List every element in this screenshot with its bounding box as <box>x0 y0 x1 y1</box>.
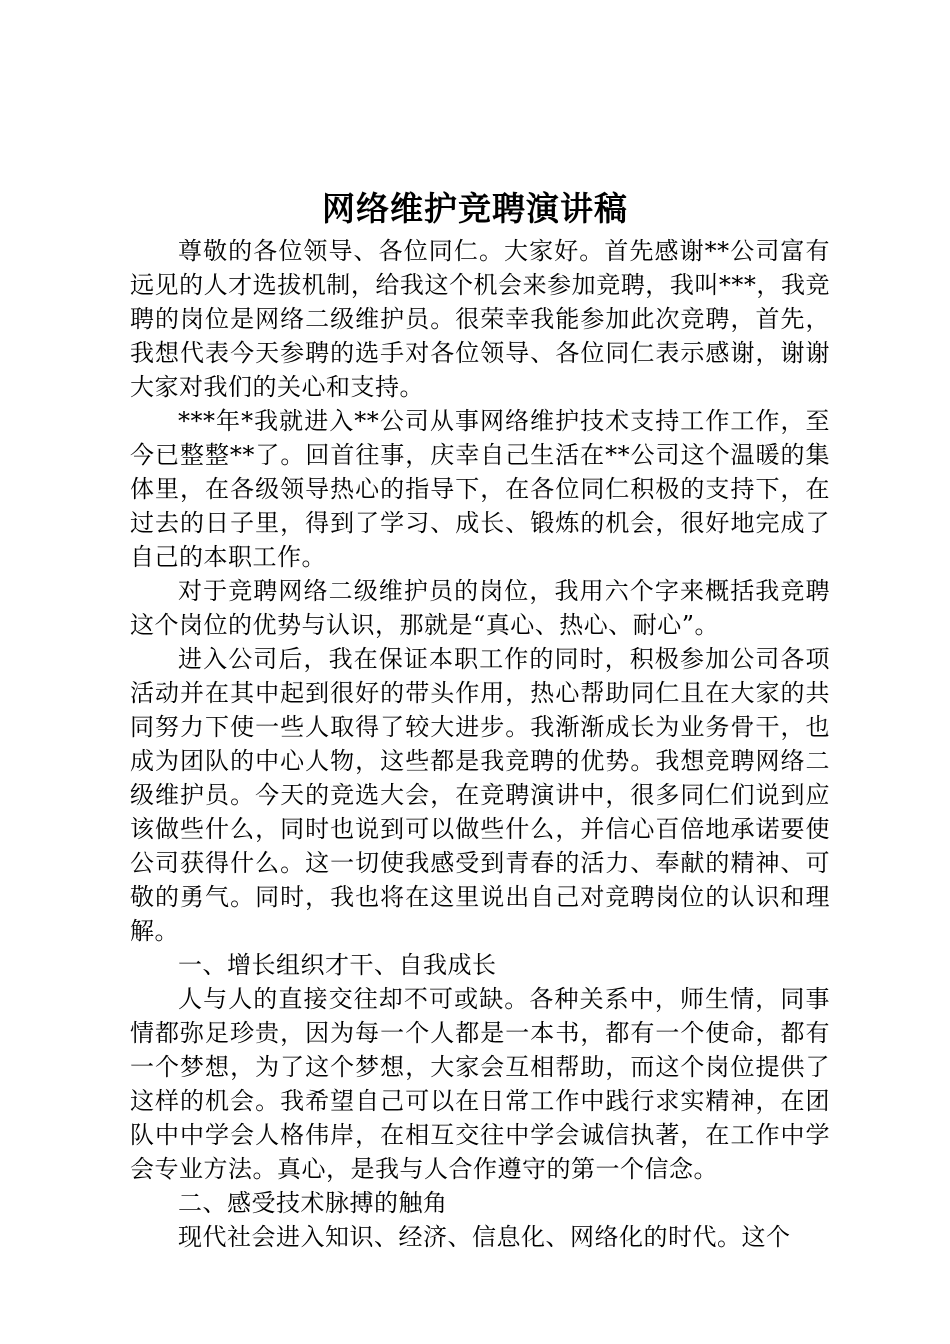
paragraph-greeting: 尊敬的各位领导、各位同仁。大家好。首先感谢**公司富有远见的人才选拔机制，给我这个机会来参加竞聘，我叫***，我竞聘的岗位是网络二级维护员。很荣幸我能参加此次竞聘，首先，我想代表今天参聘的选手对各位领导、各位同仁表示感谢，谢谢大家对我们的关心和支持。 <box>130 237 830 401</box>
section-heading-2: 二、感受技术脉搏的触角 <box>178 1189 448 1217</box>
section-paragraph-2: 现代社会进入知识、经济、信息化、网络化的时代。这个 <box>178 1223 791 1251</box>
document-body <box>130 234 830 1254</box>
document-title: 网络维护竞聘演讲稿 <box>322 189 628 228</box>
section-paragraph-1: 人与人的直接交往却不可或缺。各种关系中，师生情，同事情都弥足珍贵，因为每一个人都是一本书，都有一个使命，都有一个梦想，为了这个梦想，大家会互相帮助，而这个岗位提供了这样的机会。我希望自己可以在日常工作中践行求实精神，在团队中中学会人格伟岸，在相互交往中学会诚信执著，在工作中学会专业方法。真心，是我与人合作遵守的第一个信念。 <box>130 985 830 1183</box>
paragraph-summary: 对于竞聘网络二级维护员的岗位，我用六个字来概括我竞聘这个岗位的优势与认识，那就是“真心、热心、耐心”。 <box>130 577 830 639</box>
section-heading-1: 一、增长组织才干、自我成长 <box>178 951 497 979</box>
paragraph-background: ***年*我就进入**公司从事网络维护技术支持工作工作，至今已整整**了。回首往事，庆幸自己生活在**公司这个温暖的集体里，在各级领导热心的指导下，在各位同仁积极的支持下，在过去的日子里，得到了学习、成长、锻炼的机会，很好地完成了自己的本职工作。 <box>130 407 830 571</box>
paragraph-advantages: 进入公司后，我在保证本职工作的同时，积极参加公司各项活动并在其中起到很好的带头作用，热心帮助同仁且在大家的共同努力下使一些人取得了较大进步。我渐渐成长为业务骨干，也成为团队的中心人物，这些都是我竞聘的优势。我想竞聘网络二级维护员。今天的竞选大会，在竞聘演讲中，很多同仁们说到应该做些什么，同时也说到可以做些什么，并信心百倍地承诺要使公司获得什么。这一切使我感受到青春的活力、奉献的精神、可敬的勇气。同时，我也将在这里说出自己对竞聘岗位的认识和理解。 <box>130 645 830 945</box>
